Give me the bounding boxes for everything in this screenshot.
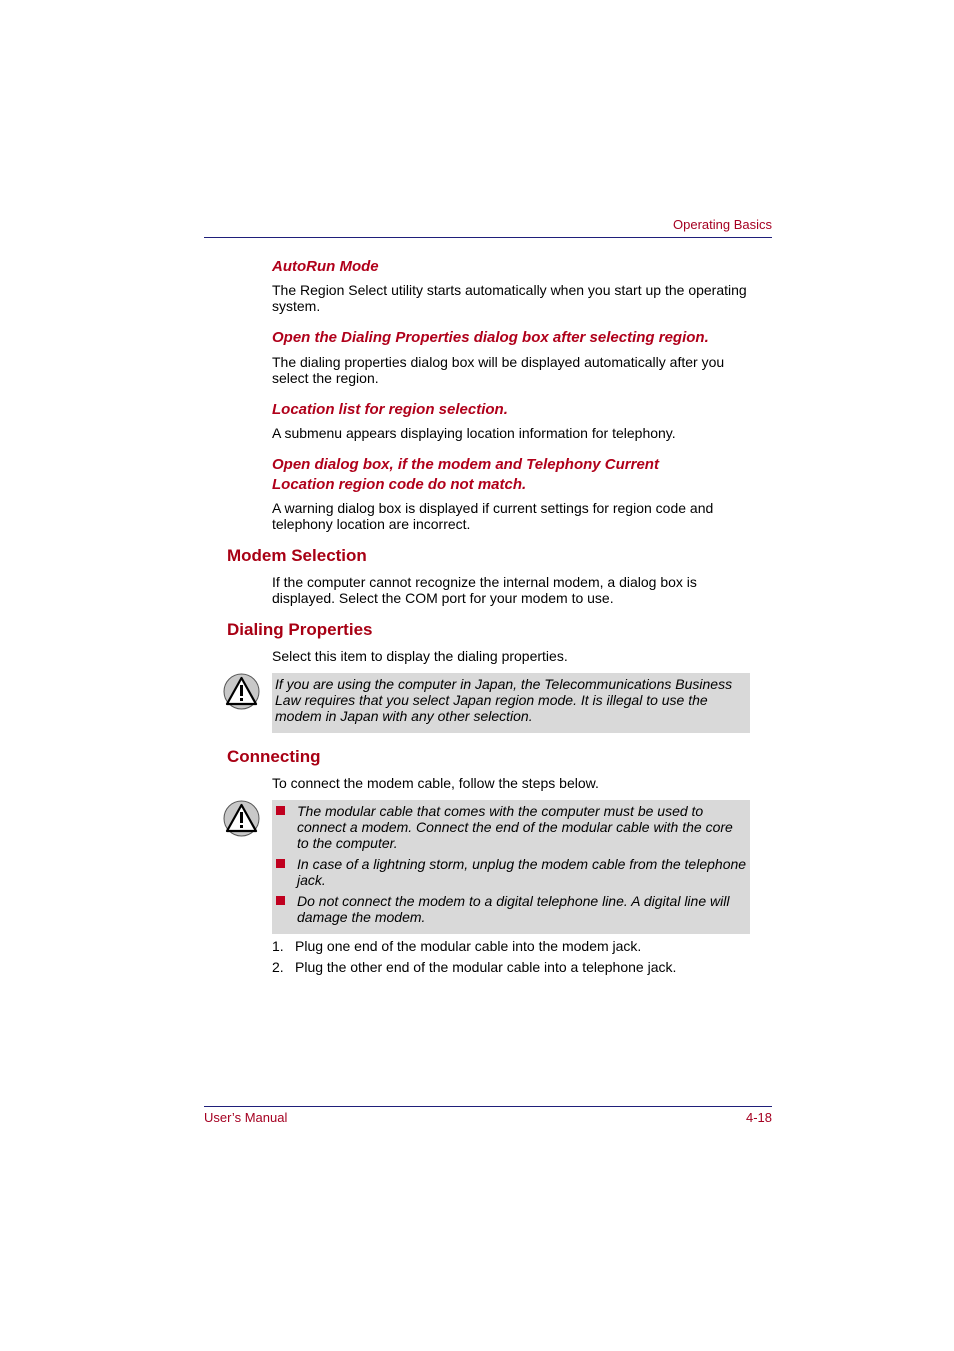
location-list-text: A submenu appears displaying location information for telephony. <box>272 425 676 441</box>
caution-triangle-icon <box>223 800 260 837</box>
dialing-properties-heading: Dialing Properties <box>227 620 373 639</box>
japan-law-note-text: If you are using the computer in Japan, the Telecommunications Business Law requires that you select Japan region mode. It is illegal to use the modem in Japan with any other selection. <box>275 676 733 724</box>
dialing-open-title: Open the Dialing Properties dialog box after selecting region. <box>272 329 709 346</box>
bullet-square-icon <box>276 859 285 868</box>
page-number: 4-18 <box>745 1110 772 1125</box>
step-number: 2. <box>272 959 284 975</box>
dialing-properties-text: Select this item to display the dialing properties. <box>272 648 568 664</box>
bullet-text: In case of a lightning storm, unplug the modem cable from the telephone jack. <box>297 856 747 888</box>
connecting-heading: Connecting <box>227 747 321 766</box>
modem-selection-text: If the computer cannot recognize the internal modem, a dialog box is displayed. Select the COM port for your modem to use. <box>272 574 697 606</box>
caution-triangle-icon <box>223 673 260 710</box>
mismatch-text: A warning dialog box is displayed if current settings for region code and telephony location are incorrect. <box>272 500 714 532</box>
footer-manual-title: User’s Manual <box>204 1110 288 1125</box>
connecting-text: To connect the modem cable, follow the steps below. <box>272 775 599 791</box>
bullet-square-icon <box>276 806 285 815</box>
japan-law-note <box>272 673 750 733</box>
step-text: Plug the other end of the modular cable into a telephone jack. <box>295 959 677 975</box>
dialing-open-text: The dialing properties dialog box will be displayed automatically after you select the region. <box>272 354 725 386</box>
step-number: 1. <box>272 938 284 954</box>
autorun-title: AutoRun Mode <box>272 258 379 275</box>
mismatch-title-line2: Location region code do not match. <box>272 476 527 493</box>
cable-warning-note <box>272 800 750 934</box>
mismatch-title-line1: Open dialog box, if the modem and Telephony Current <box>272 456 659 473</box>
location-list-title: Location list for region selection. <box>272 401 508 418</box>
step-text: Plug one end of the modular cable into the modem jack. <box>295 938 642 954</box>
footer-rule <box>204 1106 772 1107</box>
autorun-text: The Region Select utility starts automatically when you start up the operating system. <box>272 282 747 314</box>
bullet-text: Do not connect the modem to a digital telephone line. A digital line will damage the modem. <box>297 893 730 925</box>
running-header: Operating Basics <box>673 217 772 232</box>
bullet-text: The modular cable that comes with the computer must be used to connect a modem. Connect the end of the modular cable with the core to the computer. <box>297 803 733 851</box>
modem-selection-heading: Modem Selection <box>227 546 367 565</box>
header-rule <box>204 237 772 238</box>
bullet-square-icon <box>276 896 285 905</box>
